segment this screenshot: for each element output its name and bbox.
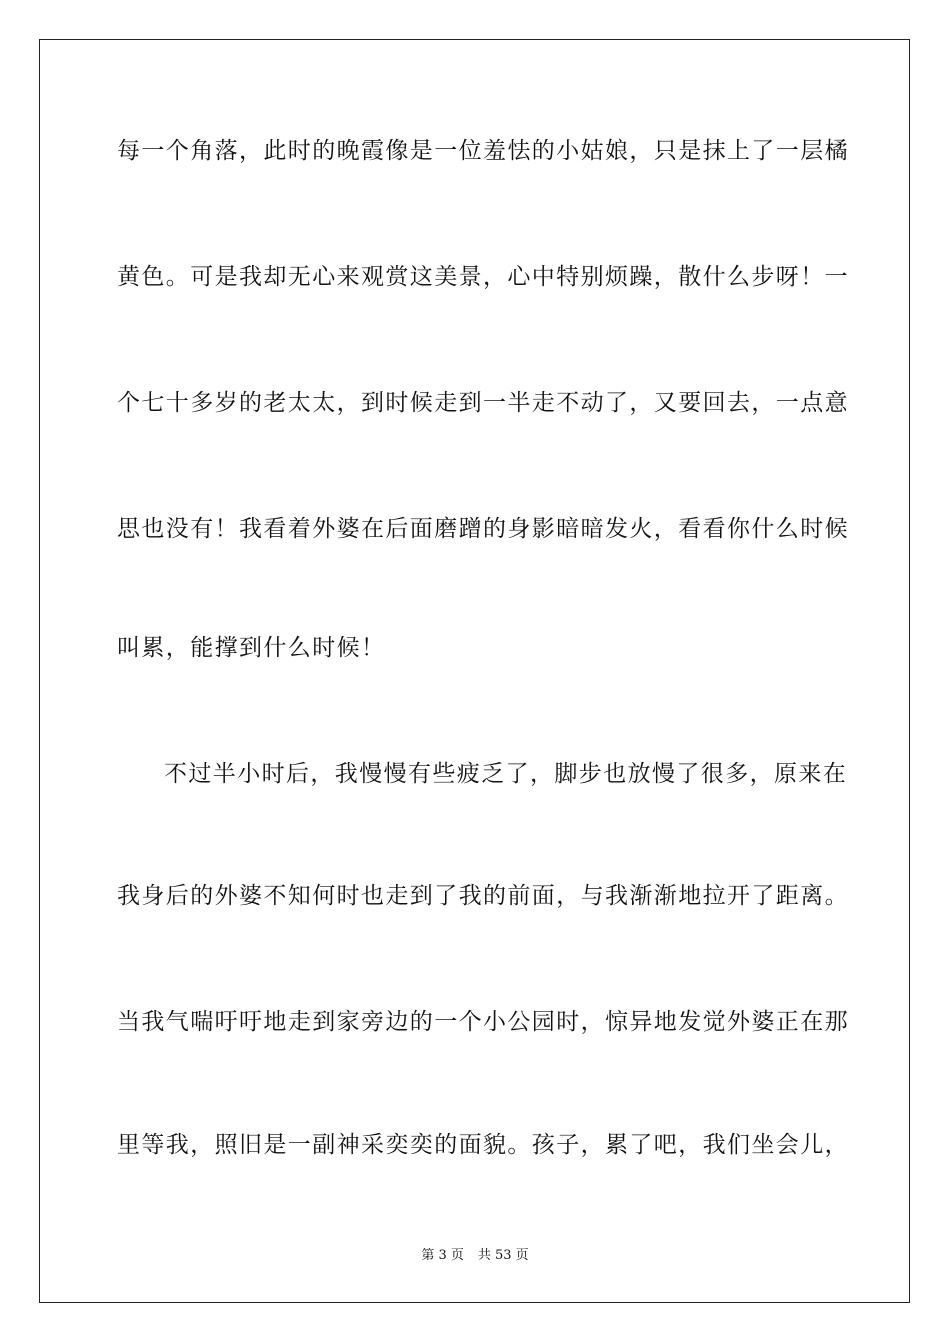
- text-line: 我身后的外婆不知何时也走到了我的前面，与我渐渐地拉开了距离。: [117, 883, 849, 909]
- text-line: 不过半小时后，我慢慢有些疲乏了，脚步也放慢了很多，原来在: [164, 761, 848, 787]
- text-line: 思也没有！我看着外婆在后面磨蹭的身影暗暗发火，看看你什么时候: [117, 516, 849, 542]
- page-footer: [0, 1247, 950, 1265]
- page-number: 第 3 页: [421, 1248, 464, 1263]
- text-line: 叫累，能撑到什么时候！: [117, 635, 386, 661]
- text-line: 每一个角落，此时的晚霞像是一位羞怯的小姑娘，只是抹上了一层橘: [117, 138, 849, 164]
- page-total: 共 53 页: [477, 1248, 529, 1263]
- text-line: 里等我，照旧是一副神采奕奕的面貌。孩子，累了吧，我们坐会儿，: [117, 1132, 849, 1158]
- text-line: 当我气喘吁吁地走到家旁边的一个小公园时，惊异地发觉外婆正在那: [117, 1009, 849, 1035]
- text-line: 黄色。可是我却无心来观赏这美景，心中特别烦躁，散什么步呀！一: [117, 264, 849, 290]
- text-line: 个七十多岁的老太太，到时候走到一半走不动了，又要回去，一点意: [117, 390, 849, 416]
- page-border: [39, 39, 910, 1303]
